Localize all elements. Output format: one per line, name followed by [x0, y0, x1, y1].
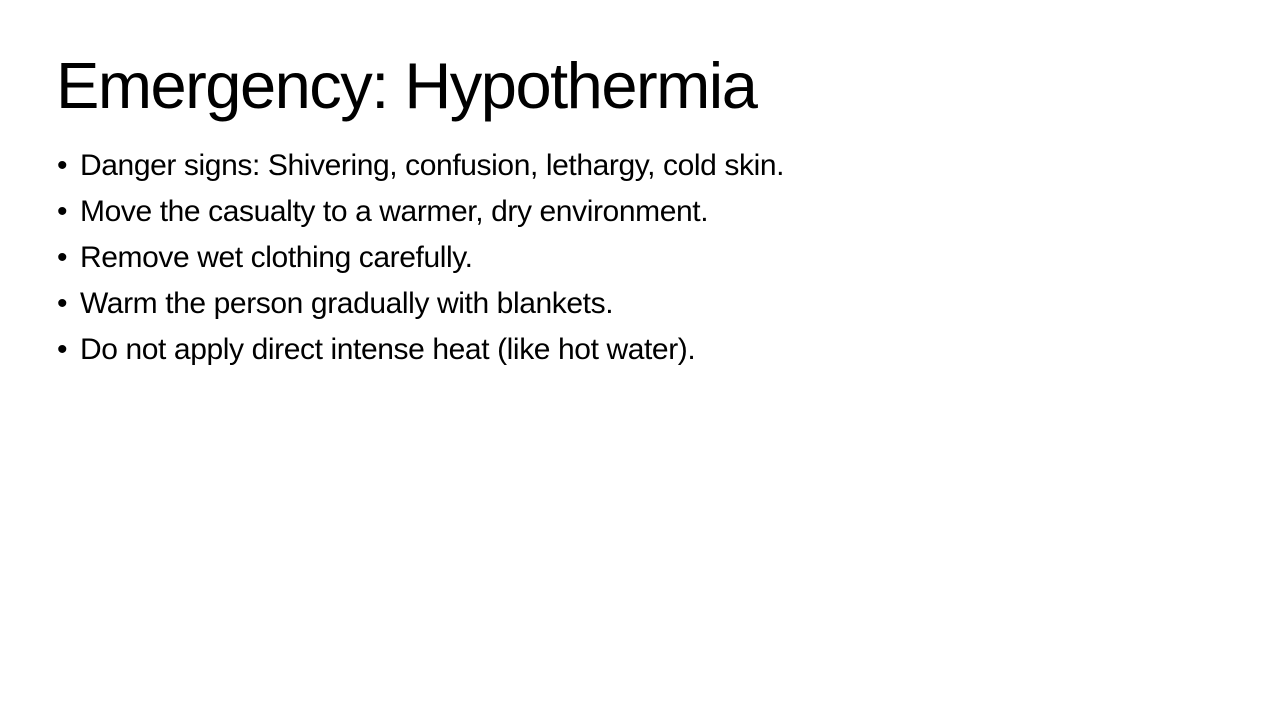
- bullet-item: [57, 143, 784, 189]
- bullet-text: Remove wet clothing carefully.: [80, 241, 473, 274]
- bullet-dot-icon: •: [57, 241, 68, 274]
- bullet-item: [57, 189, 784, 235]
- bullet-dot-icon: •: [57, 195, 68, 228]
- bullet-text: Danger signs: Shivering, confusion, lethargy, cold skin.: [80, 149, 785, 182]
- bullet-text: Do not apply direct intense heat (like hot water).: [80, 333, 696, 366]
- bullet-list: [57, 143, 784, 373]
- bullet-item: [57, 235, 784, 281]
- bullet-item: [57, 281, 784, 327]
- bullet-dot-icon: •: [57, 333, 68, 366]
- slide-title: Emergency: Hypothermia: [56, 49, 757, 122]
- bullet-dot-icon: •: [57, 149, 68, 182]
- bullet-dot-icon: •: [57, 287, 68, 320]
- bullet-text: Warm the person gradually with blankets.: [80, 287, 614, 320]
- bullet-text: Move the casualty to a warmer, dry environment.: [80, 195, 709, 228]
- bullet-item: [57, 327, 784, 373]
